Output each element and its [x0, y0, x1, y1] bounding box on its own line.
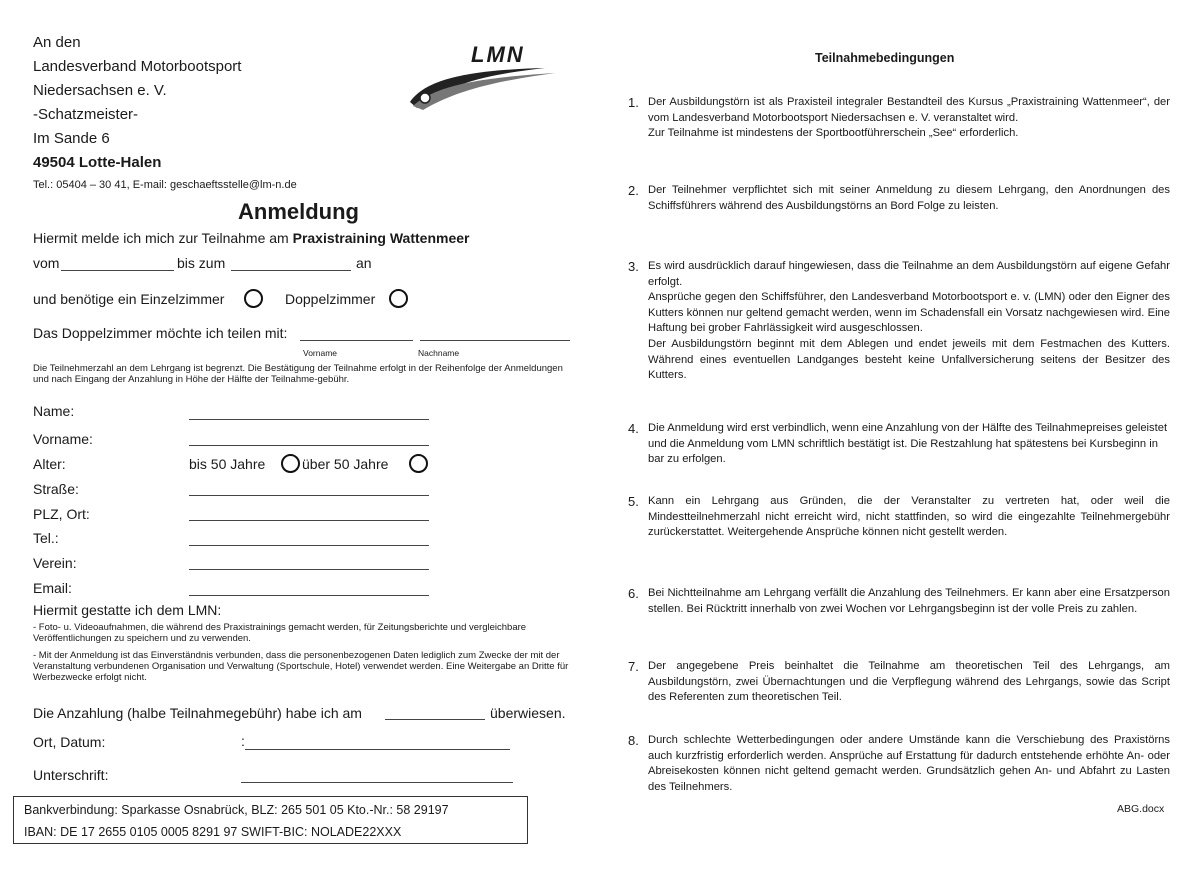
- strasse-label: Straße:: [33, 481, 79, 497]
- signature-field[interactable]: [241, 782, 513, 783]
- to-date-field[interactable]: [231, 270, 351, 271]
- share-nachname-field[interactable]: [420, 340, 570, 341]
- deposit-suffix: überwiesen.: [490, 705, 566, 721]
- intro-course: Praxistraining Wattenmeer: [292, 230, 470, 246]
- lmn-logo-text: LMN: [471, 42, 525, 67]
- from-label: vom: [33, 255, 60, 271]
- permission-2: - Mit der Anmeldung ist das Einverständnis verbunden, dass die personenbezogenen Daten lediglich zum Zwecke der mit der Veranstaltung verbundenen Organisation und Verwaltung (Sportschule, Hotel) verwendet werden. Eine Weitergabe an Dritte für Werbezwecke erfolgt nicht.: [33, 650, 569, 683]
- double-room-radio[interactable]: [389, 289, 408, 308]
- age-over-radio[interactable]: [409, 454, 428, 473]
- condition-1-text: Der Ausbildungstörn ist als Praxisteil integraler Bestandteil des Kursus „Praxistraining Wattenmeer“, der vom Landesverband Motorbootsport Niedersachsen e. V. veranstaltet wird.: [648, 96, 1170, 124]
- deposit-date-field[interactable]: [385, 719, 485, 720]
- signature-label: Unterschrift:: [33, 767, 109, 783]
- address-line-2: Landesverband Motorbootsport: [33, 58, 242, 75]
- verein-field[interactable]: [189, 569, 429, 570]
- condition-3-text2: Ansprüche gegen den Schiffsführer, den Landesverband Motorbootsport e. v. (LMN) oder den Eigner des Kutters können nur geltend gemacht werden, wenn im Schadensfall ein Vorsatz nachgewiesen wird. Eine Haftung bei grober Fahrlässigkeit wird ausgeschlossen.: [648, 291, 1170, 335]
- place-date-field[interactable]: [245, 749, 510, 750]
- single-room-radio[interactable]: [244, 289, 263, 308]
- condition-7: [628, 659, 1170, 706]
- nachname-hint: Nachname: [418, 348, 460, 358]
- address-line-6: 49504 Lotte-Halen: [33, 154, 162, 171]
- room-need-label: und benötige ein Einzelzimmer: [33, 291, 225, 307]
- condition-6: [628, 586, 1170, 617]
- tel-field[interactable]: [189, 545, 429, 546]
- share-vorname-field[interactable]: [300, 340, 413, 341]
- plz-field[interactable]: [189, 520, 429, 521]
- address-line-4: -Schatzmeister-: [33, 106, 139, 123]
- an-label: an: [356, 255, 372, 271]
- condition-3: [628, 259, 1170, 384]
- to-label: bis zum: [177, 255, 226, 271]
- condition-1: [628, 95, 1170, 142]
- place-date-colon: :: [241, 733, 245, 749]
- age-under-label: bis 50 Jahre: [189, 456, 266, 472]
- share-label: Das Doppelzimmer möchte ich teilen mit:: [33, 325, 288, 341]
- bank-line-2: IBAN: DE 17 2655 0105 0005 8291 97 SWIFT-BIC: NOLADE22XXX: [24, 825, 402, 839]
- condition-5: [628, 494, 1170, 541]
- address-line-5: Im Sande 6: [33, 130, 110, 147]
- address-line-3: Niedersachsen e. V.: [33, 82, 167, 99]
- condition-6-number: 6.: [628, 586, 639, 601]
- permission-title: Hiermit gestatte ich dem LMN:: [33, 602, 222, 618]
- condition-3-text: Es wird ausdrücklich darauf hingewiesen, dass die Teilnahme an dem Ausbildungstörn auf eigene Gefahr erfolgt.: [648, 260, 1170, 288]
- condition-7-number: 7.: [628, 659, 639, 674]
- strasse-field[interactable]: [189, 495, 429, 496]
- condition-5-text: Kann ein Lehrgang aus Gründen, die der Veranstalter zu vertreten hat, oder weil die Mindestteilnehmerzahl nicht erreicht wird, nicht stattfinden, so wird die eingezahlte Teilnehmergebühr zurückerstattet. Weitergehende Ansprüche können nicht gestellt werden.: [648, 495, 1170, 539]
- tel-label: Tel.:: [33, 530, 59, 546]
- from-date-field[interactable]: [61, 270, 174, 271]
- conditions-title: Teilnahmebedingungen: [815, 51, 955, 65]
- intro-prefix: Hiermit melde ich mich zur Teilnahme am: [33, 230, 293, 246]
- email-label: Email:: [33, 580, 72, 596]
- double-room-label: Doppelzimmer: [285, 291, 376, 307]
- limit-note: Die Teilnehmerzahl an dem Lehrgang ist begrenzt. Die Bestätigung der Teilnahme erfolgt in der Reihenfolge der Anmeldungen und nach Eingang der Anzahlung in Höhe der Hälfte der Teilnahme-gebühr.: [33, 363, 563, 385]
- condition-2-number: 2.: [628, 183, 639, 198]
- condition-2-text: Der Teilnehmer verpflichtet sich mit seiner Anmeldung zu diesem Lehrgang, den Anordnungen des Schiffsführers während des Ausbildungstörns an Bord Folge zu leisten.: [648, 184, 1170, 212]
- address-line-1: An den: [33, 34, 81, 51]
- permission-1: - Foto- u. Videoaufnahmen, die während des Praxistrainings gemacht werden, für Zeitungsberichte und vergleichbare Veröffentlichungen zu speichern und zu verwenden.: [33, 622, 527, 644]
- email-field[interactable]: [189, 595, 429, 596]
- contact-line: Tel.: 05404 – 30 41, E-mail: geschaeftsstelle@lm-n.de: [33, 179, 297, 191]
- alter-label: Alter:: [33, 456, 66, 472]
- doc-footer: ABG.docx: [1117, 803, 1165, 815]
- condition-4-number: 4.: [628, 421, 639, 436]
- condition-6-text: Bei Nichtteilnahme am Lehrgang verfällt die Anzahlung des Teilnehmers. Er kann aber eine Ersatzperson stellen. Bei Rücktritt innerhalb von zwei Wochen vor Lehrgangsbeginn ist der volle Preis zu zahlen.: [648, 587, 1170, 615]
- condition-1-number: 1.: [628, 95, 639, 110]
- condition-8-text: Durch schlechte Wetterbedingungen oder andere Umstände kann die Verschiebung des Praxistörns auch kurzfristig erforderlich werden. Ansprüche auf Erstattung für dadurch entstehende erhöhte An- oder Abreisekosten können nicht geltend gemacht werden. Grundsätzlich gehen An- und Abfahrt zu Lasten des Teilnehmers.: [648, 734, 1170, 793]
- form-title: Anmeldung: [238, 199, 359, 224]
- intro-line: [33, 230, 469, 246]
- name-field[interactable]: [189, 419, 429, 420]
- verein-label: Verein:: [33, 555, 77, 571]
- age-over-label: über 50 Jahre: [302, 456, 389, 472]
- vorname-label: Vorname:: [33, 431, 93, 447]
- condition-1-text2: Zur Teilnahme ist mindestens der Sportbootführerschein „See“ erforderlich.: [648, 127, 1019, 140]
- condition-5-number: 5.: [628, 494, 639, 509]
- lmn-logo: [405, 40, 565, 115]
- bank-box: [13, 796, 528, 844]
- place-date-label: Ort, Datum:: [33, 734, 106, 750]
- age-under-radio[interactable]: [281, 454, 300, 473]
- condition-2: [628, 183, 1170, 214]
- vorname-hint: Vorname: [303, 348, 338, 358]
- condition-3-number: 3.: [628, 259, 639, 274]
- deposit-label: Die Anzahlung (halbe Teilnahmegebühr) habe ich am: [33, 705, 362, 721]
- condition-4-text: Die Anmeldung wird erst verbindlich, wenn eine Anzahlung von der Hälfte des Teilnahmepreises geleistet und die Anmeldung vom LMN schriftlich bestätigt ist. Die Restzahlung hat spätestens bei Kursbeginn in bar zu erfolgen.: [648, 422, 1168, 466]
- condition-8-number: 8.: [628, 733, 639, 748]
- vorname-field[interactable]: [189, 445, 429, 446]
- bank-line-1: Bankverbindung: Sparkasse Osnabrück, BLZ: 265 501 05 Kto.-Nr.: 58 29197: [24, 803, 449, 817]
- condition-8: [628, 733, 1170, 795]
- name-label: Name:: [33, 403, 75, 419]
- plz-label: PLZ, Ort:: [33, 506, 90, 522]
- condition-4: [628, 421, 1170, 468]
- condition-7-text: Der angegebene Preis beinhaltet die Teilnahme am theoretischen Teil des Lehrgangs, am Ausbildungstörn, zwei Übernachtungen und die Verpflegung während des Lehrgangs, sowie das Script des Referenten zum theoretischen Teil.: [648, 660, 1170, 704]
- condition-3-text3: Der Ausbildungstörn beginnt mit dem Ablegen und endet jeweils mit dem Festmachen des Kutters. Während eines eventuellen Landganges besteht keine Unfallversicherung seitens der Besitzer des Kutters.: [648, 337, 1170, 382]
